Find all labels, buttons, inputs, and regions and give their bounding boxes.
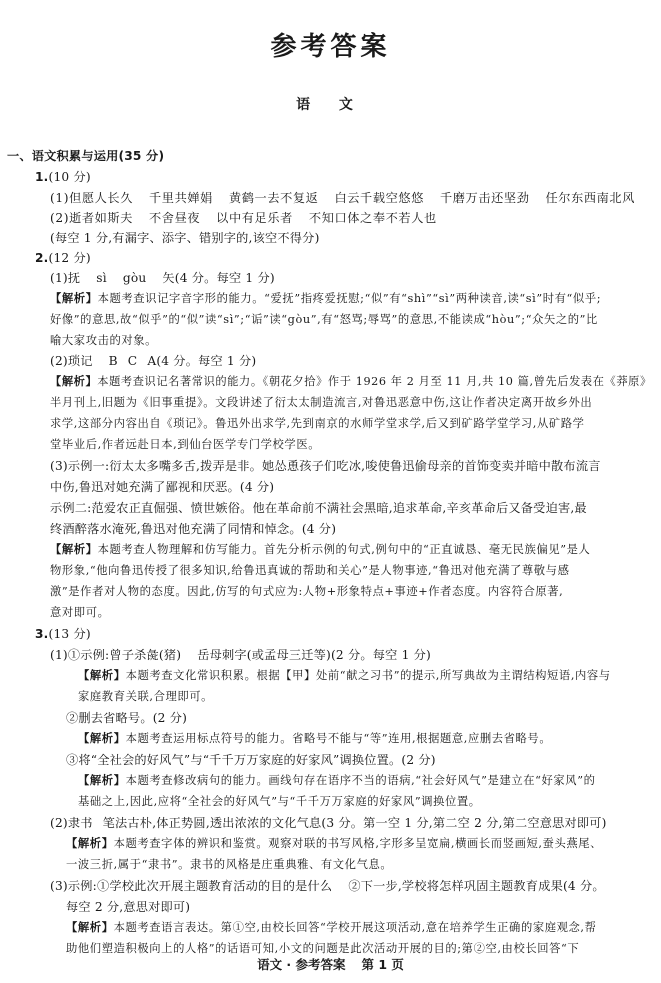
answer-blank: (1)但愿人长久 <box>50 191 134 205</box>
answer-blank: A(4 分。每空 1 分) <box>147 354 257 368</box>
page-title: 参考答案 <box>270 32 391 62</box>
page-footer <box>0 955 661 973</box>
answer-blank: 黄鹤一去不复返 <box>228 191 319 205</box>
explanation-line: 喻大家攻击的对象。 <box>50 334 158 347</box>
answer-line: 示例二:范爱农正直倔强、愤世嫉俗。他在革命前不满社会黑暗,追求革命,辛亥革命后又备受迫害,最 <box>50 501 587 515</box>
explanation-line: 助他们塑造积极向上的人格”的话语可知,小文的问题是此次活动开展的目的;第②空,由校长回答“下 <box>66 942 580 955</box>
answer-blank: (1)①示例:曾子杀彘(猪) <box>50 648 182 662</box>
answer-line: 每空 2 分,意思对即可) <box>66 900 191 914</box>
explanation-line: 家庭教育关联,合理即可。 <box>78 690 214 703</box>
explanation-text: 本题考查识记字音字形的能力。“爱抚”指疼爱抚慰;“似”有“shì”“sì”两种读音,读“sì”时有“似乎; <box>97 292 602 305</box>
explanation-text: 本题考查语言表达。第①空,由校长回答“学校开展这项活动,意在培养学生正确的家庭观念,帮 <box>113 921 597 934</box>
answer-line: 终酒醉落水淹死,鲁迅对他充满了同情和悼念。(4 分) <box>50 522 337 536</box>
answer-line: 中伤,鲁迅对她充满了鄙视和厌恶。(4 分) <box>50 480 275 494</box>
answer-blank: gòu <box>122 271 147 285</box>
analysis-tag: 【解析】 <box>78 669 126 682</box>
scoring-note: (每空 1 分,有漏字、添字、错别字的,该空不得分) <box>50 231 320 245</box>
answer-blank: (2)隶书 <box>50 816 93 830</box>
answer-line <box>50 192 635 204</box>
section-heading: 一、语文积累与运用(35 分) <box>7 149 165 163</box>
question-number-header <box>35 171 91 183</box>
analysis-tag: 【解析】 <box>78 774 126 787</box>
answer-blank: C <box>127 354 138 368</box>
explanation-text: 本题考查人物理解和仿写能力。首先分析示例的句式,例句中的“正直诚恳、毫无民族偏见”是人 <box>97 543 591 556</box>
explanation-line <box>50 544 590 555</box>
explanation-line: 物形象,“他向鲁迅传授了很多知识,给鲁迅真诚的帮助和关心”是人物事迹,“鲁迅对他充满了尊敬与感 <box>50 564 570 577</box>
answer-line <box>50 212 437 224</box>
explanation-text: 本题考查识记名著常识的能力。《朝花夕拾》作于 1926 年 2 月至 11 月,共 10 篇,曾先后发表在《莽原》 <box>97 375 652 388</box>
explanation-line: 好像”的意思,故“似乎”的“似”读“sì”;“诟”读“gòu”,有“怒骂;辱骂”的意思,不能读成“hòu”;“众矢之的”比 <box>50 313 598 326</box>
answer-blank: (3)示例:①学校此次开展主题教育活动的目的是什么 <box>50 879 333 893</box>
explanation-line: 基础之上,因此,应将“全社会的好风气”与“千千万万家庭的好家风”调换位置。 <box>78 795 481 808</box>
answer-blank: 白云千载空悠悠 <box>334 191 424 205</box>
explanation-text: 本题考查修改病句的能力。画线句存在语序不当的语病,“社会好风气”是建立在“好家风”的 <box>125 774 596 787</box>
explanation-line <box>66 838 602 849</box>
answer-line <box>50 355 256 367</box>
analysis-tag: 【解析】 <box>50 543 98 556</box>
explanation-text: 本题考查文化常识积累。根据【甲】处前“献之习书”的提示,所写典故为主谓结构短语,内容与 <box>125 669 611 682</box>
explanation-line <box>78 733 551 744</box>
answer-blank: 不舍昼夜 <box>149 211 201 225</box>
answer-blank: (2)逝者如斯夫 <box>50 211 134 225</box>
footer-text: 语文 · 参考答案 <box>257 957 346 972</box>
analysis-tag: 【解析】 <box>66 837 114 850</box>
answer-blank: 任尔东西南北风 <box>545 191 636 205</box>
answer-line: ②删去省略号。(2 分) <box>66 711 188 725</box>
explanation-line: 意对即可。 <box>50 606 110 619</box>
page-number: 第 1 页 <box>361 957 404 972</box>
explanation-line: 求学,这部分内容出自《琐记》。鲁迅外出求学,先到南京的水师学堂求学,后又到矿路学堂学习,从矿路学 <box>50 417 585 430</box>
analysis-tag: 【解析】 <box>66 921 114 934</box>
subject-title: 语 文 <box>296 97 365 113</box>
question-number: 3. <box>35 627 49 641</box>
analysis-tag: 【解析】 <box>50 292 98 305</box>
question-number-header <box>35 628 91 640</box>
explanation-text: 本题考查字体的辨识和鉴赏。观察对联的书写风格,字形多呈宽扁,横画长而竖画短,蚕头燕尾、 <box>113 837 603 850</box>
answer-blank: (2)琐记 <box>50 354 93 368</box>
explanation-line <box>66 922 597 933</box>
answer-line <box>50 272 275 284</box>
question-number: 2. <box>35 251 49 265</box>
explanation-text: 本题考查运用标点符号的能力。省略号不能与“等”连用,根据题意,应删去省略号。 <box>125 732 552 745</box>
explanation-line <box>78 775 595 786</box>
answer-blank: 岳母刺字(或孟母三迁等)(2 分。每空 1 分) <box>197 648 431 662</box>
question-score: (12 分) <box>48 251 91 265</box>
analysis-tag: 【解析】 <box>50 375 98 388</box>
answer-line <box>50 649 431 661</box>
answer-blank: B <box>108 354 118 368</box>
answer-blank: sì <box>96 271 107 285</box>
answer-line <box>50 817 607 829</box>
answer-blank: ②下一步,学校将怎样巩固主题教育成果(4 分。 <box>348 879 605 893</box>
answer-line: (3)示例一:衍太太多嘴多舌,拨弄是非。她怂恿孩子们吃冰,唆使鲁迅偷母亲的首饰变卖并暗中散布流言 <box>50 459 601 473</box>
answer-blank: (1)抚 <box>50 271 81 285</box>
answer-line <box>50 880 605 892</box>
answer-blank: 千里共婵娟 <box>149 191 213 205</box>
explanation-line: 一波三折,属于“隶书”。隶书的风格是庄重典雅、有文化气息。 <box>66 858 393 871</box>
explanation-line: 堂毕业后,作者远赴日本,到仙台医学专门学校学医。 <box>50 438 321 451</box>
explanation-line: 半月刊上,旧题为《旧事重提》。文段讲述了衍太太制造流言,对鲁迅恶意中伤,这让作者决定离开故乡外出 <box>50 396 593 409</box>
question-number-header <box>35 252 91 264</box>
answer-blank: 矢(4 分。每空 1 分) <box>162 271 275 285</box>
explanation-line: 激”是作者对人物的态度。因此,仿写的句式应为:人物+形象特点+事迹+作者态度。内容符合原著, <box>50 585 564 598</box>
answer-blank: 千磨万击还坚劲 <box>439 191 530 205</box>
answer-blank: 不知口体之奉不若人也 <box>308 211 437 225</box>
question-score: (10 分) <box>48 170 91 184</box>
answer-blank: 笔法古朴,体正势圆,透出浓浓的文化气息(3 分。第一空 1 分,第二空 2 分,第二空意思对即可) <box>102 816 607 830</box>
question-score: (13 分) <box>48 627 91 641</box>
analysis-tag: 【解析】 <box>78 732 126 745</box>
explanation-line <box>78 670 611 681</box>
explanation-line <box>50 293 601 304</box>
answer-line: ③将“全社会的好风气”与“千千万万家庭的好家风”调换位置。(2 分) <box>66 753 436 767</box>
answer-blank: 以中有足乐者 <box>216 211 293 225</box>
explanation-line <box>50 376 652 387</box>
question-number: 1. <box>35 170 49 184</box>
